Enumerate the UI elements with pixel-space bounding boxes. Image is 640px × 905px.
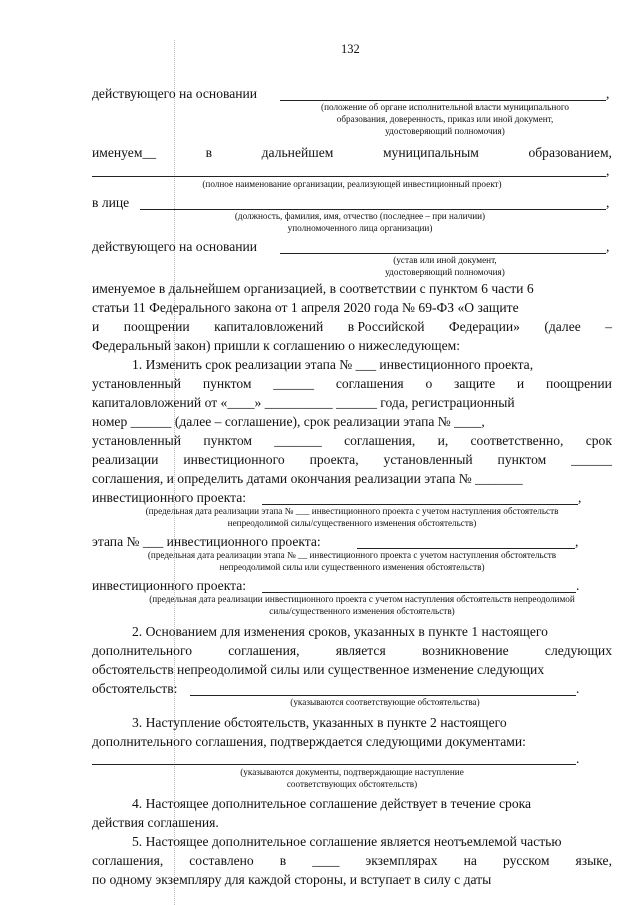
clause-1-line-6: реализации инвестиционного проекта, установленный пунктом ______ <box>92 452 612 467</box>
basis-label: действующего на основании <box>92 86 258 101</box>
hint-org-basis: (устав или иной документ, <box>393 255 497 265</box>
hint-organization: (полное наименование организации, реализующей инвестиционный проект) <box>202 179 502 189</box>
hint-basis: (положение об органе исполнительной власти муниципального <box>321 102 569 112</box>
clause-5-line-3: по одному экземпляру для каждой стороны, и вступает в силу с даты <box>92 872 492 887</box>
org-basis-blank <box>280 253 606 254</box>
final-date-label: инвестиционного проекта: <box>92 578 247 593</box>
clause-5-line-2: соглашения, составлено в ____ экземплярах на русском языке, <box>92 853 612 868</box>
clause-5-line-1: 5. Настоящее дополнительное соглашение является неотъемлемой частью <box>132 834 562 849</box>
clause-1-line-1: 1. Изменить срок реализации этапа № ___ инвестиционного проекта, <box>132 357 534 372</box>
final-date-blank <box>262 592 576 593</box>
hint-final-date: (предельная дата реализации инвестиционного проекта с учетом наступления обстоятельств непреодолимой <box>149 594 575 604</box>
clause-2-line-2: дополнительного соглашения, является возникновение следующих <box>92 643 612 658</box>
clause-1-line-2: установленный пунктом ______ соглашения о защите и поощрении <box>92 376 612 391</box>
stage-date-blank <box>357 548 575 549</box>
organization-name-blank <box>92 176 606 177</box>
page-number: 132 <box>341 42 360 56</box>
clause-4-line-1: 4. Настоящее дополнительное соглашение действует в течение срока <box>132 796 532 811</box>
clause-2-line-1: 2. Основанием для изменения сроков, указанных в пункте 1 настоящего <box>132 624 548 639</box>
circumstances-label: обстоятельств: <box>92 681 178 696</box>
hint-person: (должность, фамилия, имя, отчество (последнее – при наличии) <box>234 211 486 221</box>
basis-blank <box>280 100 606 101</box>
hint-stage-date: (предельная дата реализации этапа № ___ инвестиционного проекта с учетом наступления обстоятельств <box>145 506 559 516</box>
clause-3-line-2: дополнительного соглашения, подтверждается следующими документами: <box>92 734 526 749</box>
person-blank <box>140 209 606 210</box>
clause-2-line-3: обстоятельств непреодолимой силы или существенное изменение следующих <box>92 662 545 677</box>
clause-1-line-7: соглашения, и определить датами окончания реализации этапа № _______ <box>92 471 523 486</box>
person-label: в лице <box>92 195 130 210</box>
clause-1-line-3: капиталовложений от «____» __________ ______ года, регистрационный <box>92 395 515 410</box>
clause-3-line-1: 3. Наступление обстоятельств, указанных в пункте 2 настоящего <box>132 715 507 730</box>
stage-date-label: этапа № ___ инвестиционного проекта: <box>92 534 321 549</box>
clause-1-line-5: установленный пунктом _______ соглашения, и, соответственно, срок <box>92 433 612 448</box>
clause-4-line-2: действия соглашения. <box>92 815 219 830</box>
preamble-line-2: статьи 11 Федерального закона от 1 апреля 2020 года № 69-ФЗ «О защите <box>92 300 519 315</box>
circumstances-blank <box>190 695 576 696</box>
project-date-blank <box>262 504 578 505</box>
hint-circumstances: (указываются соответствующие обстоятельства) <box>290 697 480 707</box>
clause-1-line-4: номер ______ (далее – соглашение), срок реализации этапа № ____, <box>92 414 485 429</box>
municipality-line: именуем__ в дальнейшем муниципальным образованием, <box>92 145 612 160</box>
hint-stage-date-2: (предельная дата реализации этапа № __ инвестиционного проекта с учетом наступления обстоятельств <box>147 550 557 560</box>
org-basis-label: действующего на основании <box>92 239 258 254</box>
preamble-line-4: Федеральный закон) пришли к соглашению о нижеследующем: <box>92 338 461 353</box>
preamble-line-1: именуемое в дальнейшем организацией, в соответствии с пунктом 6 части 6 <box>92 281 534 296</box>
hint-documents: (указываются документы, подтверждающие наступление <box>240 767 464 777</box>
documents-blank <box>92 764 576 765</box>
project-date-label: инвестиционного проекта: <box>92 490 247 505</box>
preamble-line-3: и поощрении капиталовложений в Российской Федерации» (далее – <box>92 319 612 334</box>
